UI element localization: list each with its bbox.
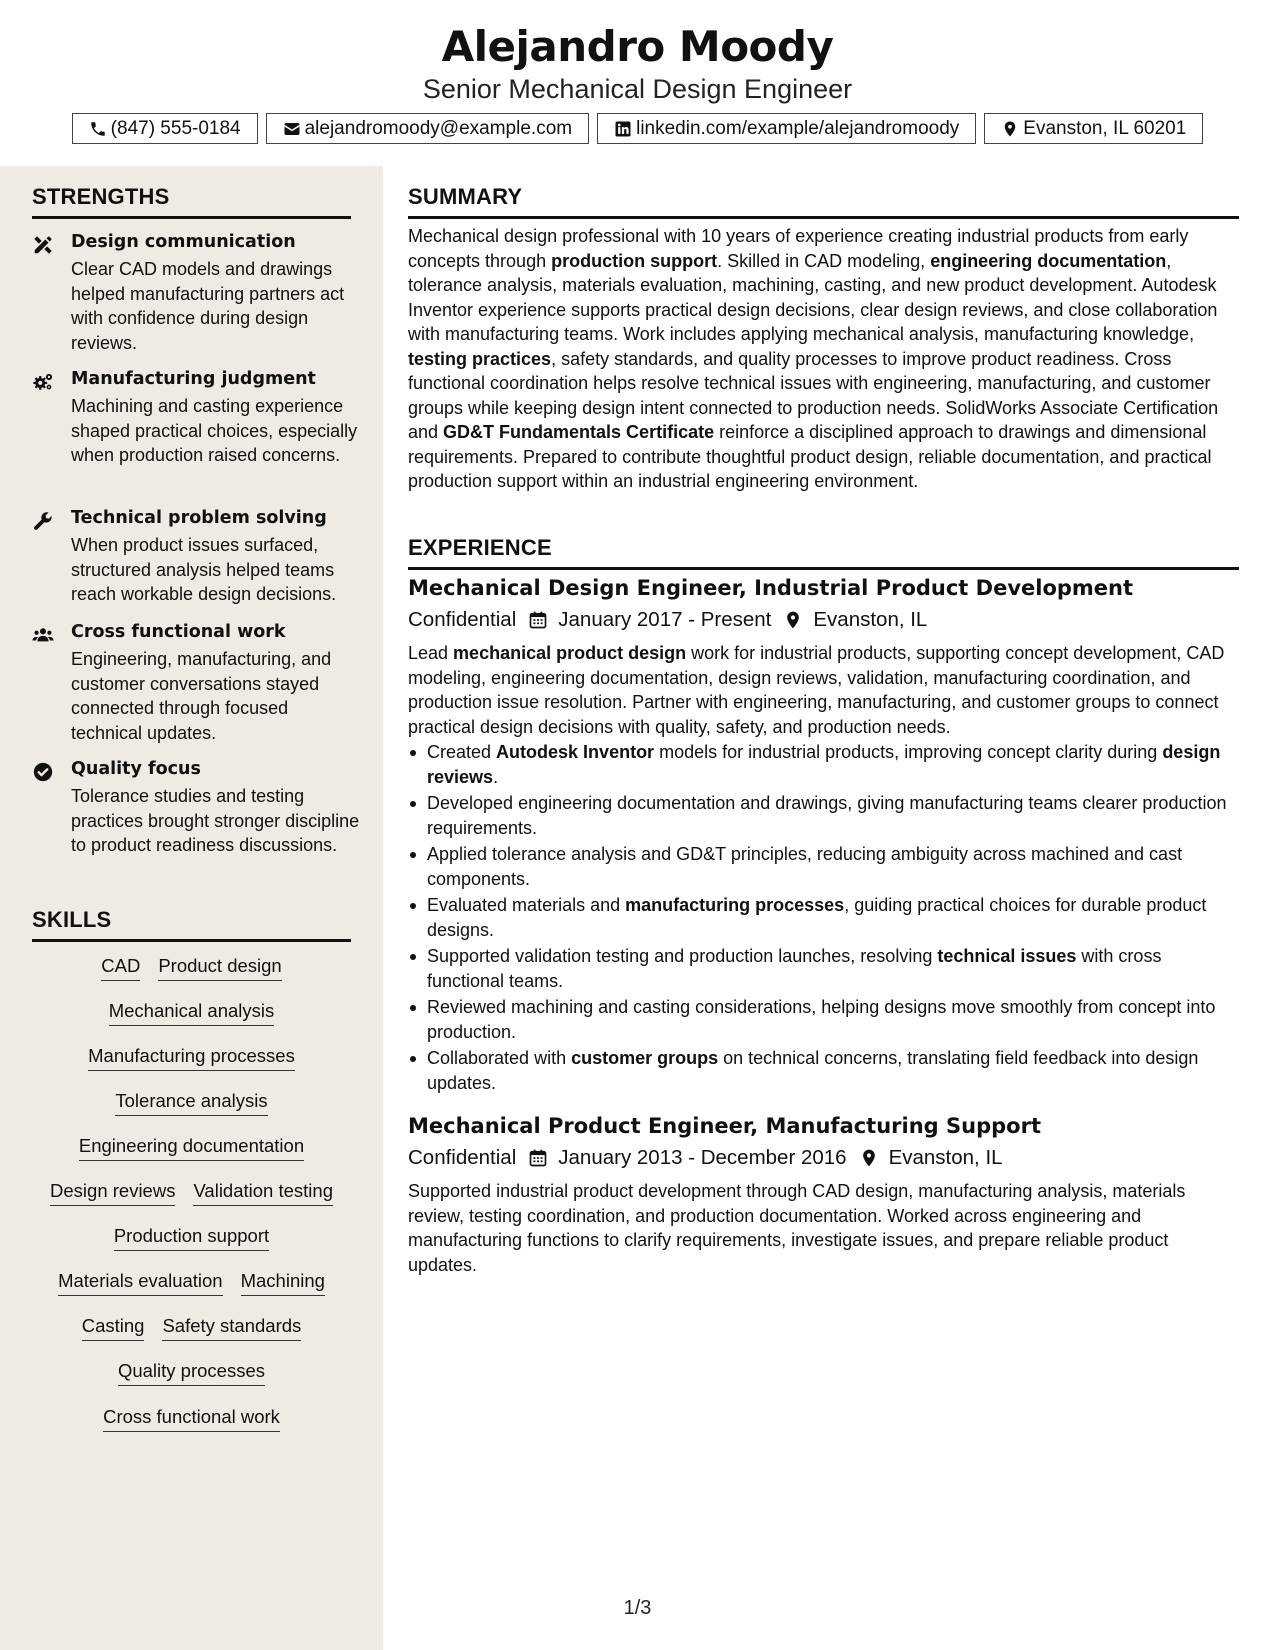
linkedin-icon	[614, 120, 632, 138]
wrench-icon	[32, 510, 54, 532]
phone-icon	[89, 120, 107, 138]
skill-row	[32, 1406, 351, 1432]
emphasis-text: mechanical product design	[453, 643, 687, 663]
skill-row	[32, 1270, 351, 1296]
skill-row	[32, 1315, 351, 1341]
emphasis-text: design reviews	[427, 742, 1221, 787]
skill-tag: Safety standards	[162, 1315, 301, 1341]
strength-title: Technical problem solving	[71, 508, 327, 528]
skill-row	[32, 1360, 351, 1386]
calendar-icon	[528, 1148, 548, 1168]
skill-row	[32, 1180, 351, 1206]
contact-linkedin[interactable]	[597, 113, 976, 144]
bullet-item: Reviewed machining and casting considerations, helping designs move smoothly from concept into production.	[408, 995, 1239, 1044]
job-location: Evanston, IL	[888, 1146, 1003, 1169]
envelope-icon	[283, 120, 301, 138]
bullet-item: Developed engineering documentation and drawings, giving manufacturing teams clearer production requirements.	[408, 791, 1239, 840]
skill-tag: Validation testing	[193, 1180, 333, 1206]
skill-row	[32, 1135, 351, 1161]
skill-tag: Tolerance analysis	[115, 1090, 267, 1116]
experience-heading: EXPERIENCE	[408, 535, 1239, 570]
emphasis-text: engineering documentation	[930, 250, 1167, 271]
strength-text: When product issues surfaced, structured analysis helped teams reach workable design decisions.	[71, 535, 337, 604]
contact-email-text: alejandromoody@example.com	[304, 117, 573, 139]
emphasis-text: production support	[551, 250, 718, 271]
emphasis-text: testing practices	[408, 348, 552, 369]
skill-tag: Cross functional work	[103, 1406, 280, 1432]
skill-tag: Casting	[82, 1315, 145, 1341]
emphasis-text: manufacturing processes	[625, 895, 845, 915]
contact-location	[984, 113, 1203, 144]
bullet-item: Applied tolerance analysis and GD&T principles, reducing ambiguity across machined and cast components.	[408, 842, 1239, 891]
emphasis-text: technical issues	[937, 946, 1077, 966]
candidate-name: Alejandro Moody	[441, 22, 834, 71]
job-company: Confidential	[408, 1146, 517, 1169]
calendar-icon	[528, 610, 548, 630]
skill-row	[32, 1045, 351, 1071]
job-meta	[408, 1146, 1003, 1170]
skill-tag: Product design	[158, 955, 281, 981]
strength-text: Clear CAD models and drawings helped manufacturing partners act with confidence during design reviews.	[71, 259, 345, 353]
bullet-item: Created Autodesk Inventor models for industrial products, improving concept clarity during design reviews.	[408, 740, 1239, 789]
skill-row	[32, 955, 351, 981]
skill-row	[32, 1090, 351, 1116]
strengths-heading: STRENGTHS	[32, 184, 351, 219]
contact-phone-text: (847) 555-0184	[110, 117, 241, 139]
sidebar	[0, 166, 383, 1650]
users-icon	[32, 624, 54, 646]
strength-title: Design communication	[71, 232, 296, 252]
skill-tag: Machining	[241, 1270, 325, 1296]
strength-text: Engineering, manufacturing, and customer conversations stayed connected through focused technical updates.	[71, 649, 332, 743]
job-bullets	[408, 740, 1239, 1097]
contact-linkedin-text: linkedin.com/example/alejandromoody	[636, 117, 960, 139]
skill-tag: Engineering documentation	[79, 1135, 304, 1161]
summary-heading: SUMMARY	[408, 184, 1239, 219]
emphasis-text: Autodesk Inventor	[496, 742, 655, 762]
emphasis-text: customer groups	[571, 1048, 719, 1068]
skill-tag: Design reviews	[50, 1180, 175, 1206]
skill-tag: Mechanical analysis	[109, 1000, 275, 1026]
map-pin-icon	[783, 610, 803, 630]
skill-tag: Materials evaluation	[58, 1270, 223, 1296]
pencil-ruler-icon	[32, 234, 54, 256]
job-description: Supported industrial product development through CAD design, manufacturing analysis, materials review, testing coordination, and production documentation. Worked across engineering and manufacturing functions to clarify requirements, investigate issues, and prepare reliable product updates.	[408, 1181, 1186, 1275]
strength-title: Manufacturing judgment	[71, 369, 316, 389]
gears-icon	[32, 371, 54, 393]
strength-title: Quality focus	[71, 759, 201, 779]
emphasis-text: GD&T Fundamentals Certificate	[443, 422, 715, 442]
job-dates: January 2017 - Present	[558, 608, 772, 631]
strength-text: Tolerance studies and testing practices brought stronger discipline to product readiness discussions.	[71, 786, 360, 855]
contact-location-text: Evanston, IL 60201	[1023, 117, 1187, 139]
map-pin-icon	[1001, 120, 1019, 138]
job-title: Mechanical Product Engineer, Manufacturing Support	[408, 1114, 1041, 1138]
skill-row	[32, 1225, 351, 1251]
bullet-item: Supported validation testing and production launches, resolving technical issues with cross functional teams.	[408, 944, 1239, 993]
skill-row	[32, 1000, 351, 1026]
skill-tag: Quality processes	[118, 1360, 265, 1386]
contact-bar	[0, 113, 1275, 144]
skills-heading: SKILLS	[32, 907, 351, 942]
strength-text: Machining and casting experience shaped practical choices, especially when production raised concerns.	[71, 396, 358, 465]
strength-title: Cross functional work	[71, 622, 286, 642]
job-company: Confidential	[408, 608, 517, 631]
contact-email[interactable]	[266, 113, 589, 144]
bullet-item: Evaluated materials and manufacturing processes, guiding practical choices for durable product designs.	[408, 893, 1239, 942]
job-title: Mechanical Design Engineer, Industrial Product Development	[408, 576, 1134, 600]
job-description: Lead mechanical product design work for industrial products, supporting concept development, CAD modeling, engineering documentation, design reviews, validation, manufacturing coordination, and production issue resolution. Partner with engineering, manufacturing, and customer groups to connect practical design decisions with quality, safety, and production needs.	[408, 643, 1225, 737]
job-dates: January 2013 - December 2016	[558, 1146, 847, 1169]
check-circle-icon	[32, 761, 54, 783]
candidate-headline: Senior Mechanical Design Engineer	[422, 74, 853, 104]
skill-tag: Manufacturing processes	[88, 1045, 295, 1071]
bullet-item: Collaborated with customer groups on technical concerns, translating field feedback into design updates.	[408, 1046, 1239, 1095]
skill-tag: CAD	[101, 955, 140, 981]
summary-text: Mechanical design professional with 10 years of experience creating industrial products from early concepts through production support. Skilled in CAD modeling, engineering documentation, tolerance analysis, materials evaluation, machining, casting, and new product development. Autodesk Inventor experience supports practical design decisions, clear design reviews, and close collaboration with manufacturing teams. Work includes applying mechanical analysis, manufacturing knowledge, testing practices, safety standards, and quality processes to improve product readiness. Cross functional coordination helps resolve technical issues with engineering, manufacturing, and customer groups while keeping design intent connected to production needs. SolidWorks Associate Certification and GD&T Fundamentals Certificate reinforce a disciplined approach to drawings and dimensional requirements. Prepared to contribute thoughtful product design, reliable documentation, and practical production support within an industrial engineering environment.	[408, 226, 1219, 491]
job-meta	[408, 608, 927, 632]
skill-tag: Production support	[114, 1225, 269, 1251]
page-number: 1/3	[623, 1597, 652, 1619]
job-location: Evanston, IL	[813, 608, 928, 631]
map-pin-icon	[859, 1148, 879, 1168]
contact-phone[interactable]	[72, 113, 258, 144]
